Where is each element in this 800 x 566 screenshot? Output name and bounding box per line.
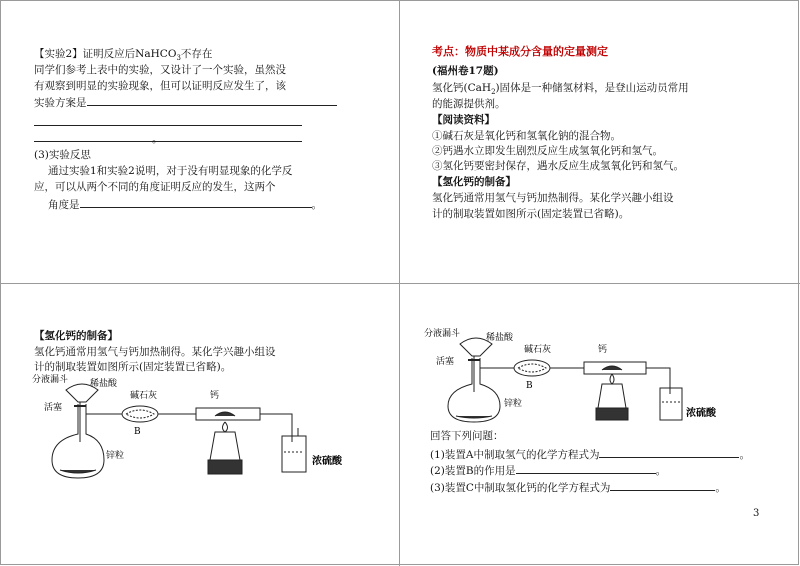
- h2so4-label: 浓硫酸: [686, 408, 716, 419]
- lime-label: 碱石灰: [524, 345, 552, 355]
- period: 。: [739, 449, 750, 461]
- apparatus-diagram: [420, 322, 740, 426]
- prep-line-1: 氢化钙通常用氢气与钙加热制得。某化学兴趣小组设: [432, 192, 674, 204]
- prep-title: 【氢化钙的制备】: [34, 330, 118, 342]
- answer-title: 回答下列问题：: [430, 430, 504, 442]
- prep-title: 【氢化钙的制备】: [432, 176, 516, 188]
- exp2-line-2: 有观察到明显的实验现象，但可以证明反应发生了，该: [34, 80, 286, 92]
- drying-tube-b: [122, 406, 158, 422]
- answer-blank-2[interactable]: [516, 461, 656, 474]
- funnel-label: 分液漏斗: [424, 329, 461, 339]
- burner: [598, 384, 626, 408]
- exp2-line-3: 实验方案是: [34, 97, 87, 109]
- reflect-line-1: 通过实验1和实验2说明，对于没有明显现象的化学反: [48, 165, 293, 177]
- prep-line-1: 氢化钙通常用氢气与钙加热制得。某化学兴趣小组设: [34, 346, 276, 358]
- page-number: 3: [753, 508, 760, 519]
- burner: [210, 432, 240, 460]
- exp2-title-tail: 不存在: [180, 48, 213, 60]
- answer-blank-line[interactable]: [34, 125, 302, 126]
- b-label: B: [526, 381, 533, 391]
- exp2-line-1: 同学们参考上表中的实验，又设计了一个实验，虽然没: [34, 64, 286, 76]
- topic-title: 考点：物质中某成分含量的定量测定: [432, 45, 608, 58]
- horizontal-divider: [0, 283, 800, 284]
- acid-label: 稀盐酸: [90, 379, 118, 389]
- lime-label: 碱石灰: [130, 391, 158, 401]
- question-2: (2)装置B的作用是: [430, 465, 516, 477]
- period: 。: [655, 465, 667, 477]
- reflect-title: (3)实验反思: [34, 149, 91, 161]
- h2so4-label: 浓硫酸: [312, 456, 342, 467]
- calcium-mark: [215, 412, 235, 416]
- zinc-label: 锌粒: [106, 451, 125, 461]
- source-label: (福州卷17题): [432, 65, 499, 77]
- reading-item-2: ②钙遇水立即发生剧烈反应生成氢氧化钙和氢气。: [432, 145, 663, 157]
- drying-tube-b: [514, 360, 550, 376]
- period: 。: [152, 133, 163, 145]
- answer-blank-3[interactable]: [610, 478, 715, 491]
- prep-line-2: 计的制取装置如图所示(固定装置已省略)。: [34, 361, 232, 373]
- exp2-subscript: 3: [176, 54, 181, 63]
- reading-item-1: ①碱石灰是氧化钙和氢氧化钠的混合物。: [432, 130, 621, 142]
- intro-text-a: 氢化钙(CaH: [432, 82, 492, 94]
- calcium-label: 钙: [210, 391, 220, 401]
- zinc-granules-mark: [456, 416, 492, 418]
- answer-blank[interactable]: [87, 93, 337, 106]
- intro-line-2: 的能源提供剂。: [432, 98, 506, 110]
- reflect-line-2: 应，可以从两个不同的角度证明反应的发生，这两个: [34, 181, 276, 193]
- intro-text-b: )固体是一种储氢材料，是登山运动员常用: [495, 82, 689, 94]
- wash-bottle: [660, 388, 682, 420]
- reflect-line-3: 角度是: [48, 199, 80, 211]
- stopcock-label: 活塞: [44, 403, 63, 413]
- question-1: (1)装置A中制取氢气的化学方程式为: [430, 449, 600, 461]
- funnel-label: 分液漏斗: [32, 375, 69, 385]
- acid-label: 稀盐酸: [486, 333, 514, 343]
- exp2-title-text: 【实验2】证明反应后NaHCO: [34, 48, 177, 60]
- wash-bottle: [282, 436, 306, 472]
- calcium-label: 钙: [598, 345, 608, 355]
- prep-line-2: 计的制取装置如图所示(固定装置已省略)。: [432, 208, 630, 220]
- answer-blank[interactable]: [34, 129, 152, 142]
- period: 。: [311, 199, 322, 211]
- question-3: (3)装置C中制取氢化钙的化学方程式为: [430, 482, 611, 494]
- intro-subscript: 2: [491, 88, 496, 97]
- zinc-granules-mark: [60, 470, 96, 473]
- stopcock-label: 活塞: [436, 357, 455, 367]
- zinc-label: 锌粒: [504, 399, 523, 409]
- answer-blank-1[interactable]: [599, 445, 739, 458]
- apparatus-diagram: [30, 372, 360, 484]
- flask-a: [52, 404, 104, 478]
- period: 。: [715, 482, 726, 494]
- reading-item-3: ③氢化钙要密封保存，遇水反应生成氢氧化钙和氢气。: [432, 160, 684, 172]
- calcium-mark: [602, 366, 622, 370]
- answer-blank[interactable]: [80, 195, 312, 208]
- b-label: B: [134, 427, 141, 437]
- reading-title: 【阅读资料】: [432, 114, 495, 126]
